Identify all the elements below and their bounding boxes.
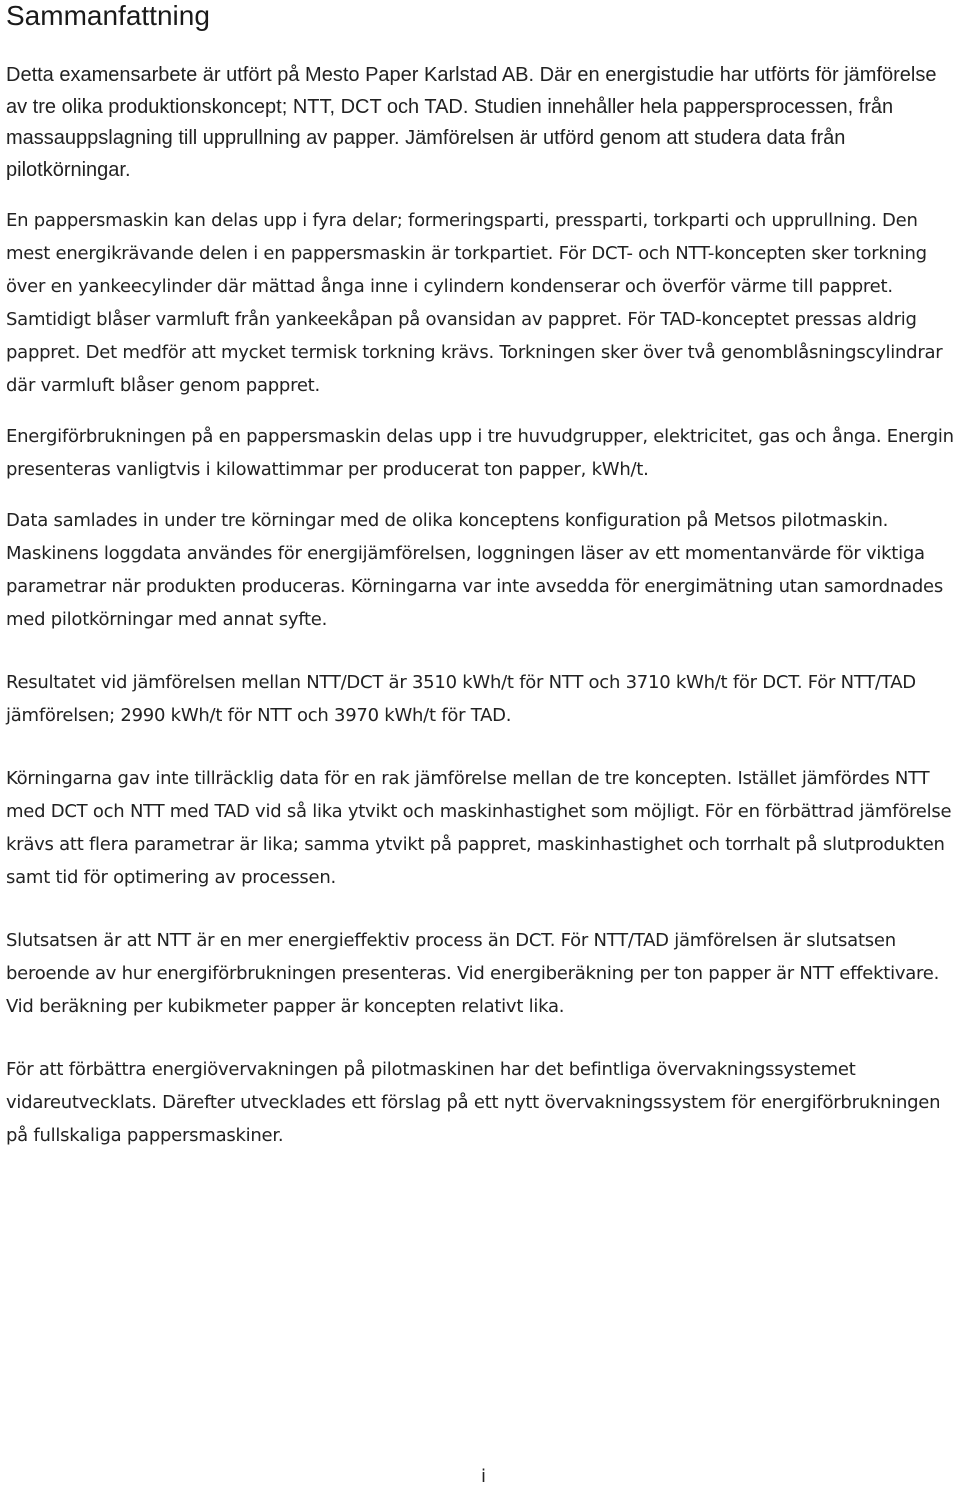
paragraph-paper-machine: En pappersmaskin kan delas upp i fyra delar; formeringsparti, pressparti, torkparti och upprullning. Den mest energikrävande delen i en pappersmaskin är torkpartiet. För DCT- och NTT-koncepten sker torkning över en yankeecylinder där mättad ånga inne i cylindern kondenserar och överför värme till pappret. Samtidigt blåser varmluft från yankeekåpan på ovansidan av pappret. För TAD-konceptet pressas aldrig pappret. Det medför att mycket termisk torkning krävs. Torkningen sker över två genomblåsningscylindrar där varmluft blåser genom pappret. bbox=[6, 210, 943, 396]
paragraph-conclusion: Slutsatsen är att NTT är en mer energieffektiv process än DCT. För NTT/TAD jämförelsen är slutsatsen beroende av hur energiförbrukningen presenteras. Vid energiberäkning per ton papper är NTT effektivare. Vid beräkning per kubikmeter papper är koncepten relativt lika. bbox=[6, 930, 940, 1017]
paragraph-data-collection: Data samlades in under tre körningar med de olika konceptens konfiguration på Metsos pilotmaskin. Maskinens loggdata användes för energijämförelsen, loggningen läser av ett momentanvärde för viktiga parametrar när produkten produceras. Körningarna var inte avsedda för energimätning utan samordnades med pilotkörningar med annat syfte. bbox=[6, 510, 943, 630]
paragraph-monitoring: För att förbättra energiövervakningen på pilotmaskinen har det befintliga övervakningssystemet vidareutvecklats. Därefter utvecklades ett förslag på ett nytt övervakningssystem för energiförbrukningen på fullskaliga pappersmaskiner. bbox=[6, 1059, 941, 1146]
paragraph-energy-consumption: Energiförbrukningen på en pappersmaskin delas upp i tre huvudgrupper, elektricitet, gas och ånga. Energin presenteras vanligtvis i kilowattimmar per producerat ton papper, kWh/t. bbox=[6, 426, 954, 480]
paragraph-intro: Detta examensarbete är utfört på Mesto Paper Karlstad AB. Där en energistudie har utförts för jämförelse av tre olika produktionskoncept; NTT, DCT och TAD. Studien innehåller hela pappersprocessen, från massauppslagning till upprullning av papper. Jämförelsen är utförd genom att studera data från pilotkörningar. bbox=[6, 64, 937, 181]
page-number: i bbox=[481, 1466, 487, 1487]
document-page bbox=[6, 0, 958, 1152]
paragraph-comparison-limits: Körningarna gav inte tillräcklig data för en rak jämförelse mellan de tre koncepten. Istället jämfördes NTT med DCT och NTT med TAD vid så lika ytvikt och maskinhastighet som möjligt. För en förbättrad jämförelse krävs att flera parametrar är lika; samma ytvikt på pappret, maskinhastighet och torrhalt på slutprodukten samt tid för optimering av processen. bbox=[6, 768, 952, 888]
section-heading: Sammanfattning bbox=[6, 0, 210, 31]
paragraph-results: Resultatet vid jämförelsen mellan NTT/DCT är 3510 kWh/t för NTT och 3710 kWh/t för DCT. För NTT/TAD jämförelsen; 2990 kWh/t för NTT och 3970 kWh/t för TAD. bbox=[6, 672, 916, 726]
